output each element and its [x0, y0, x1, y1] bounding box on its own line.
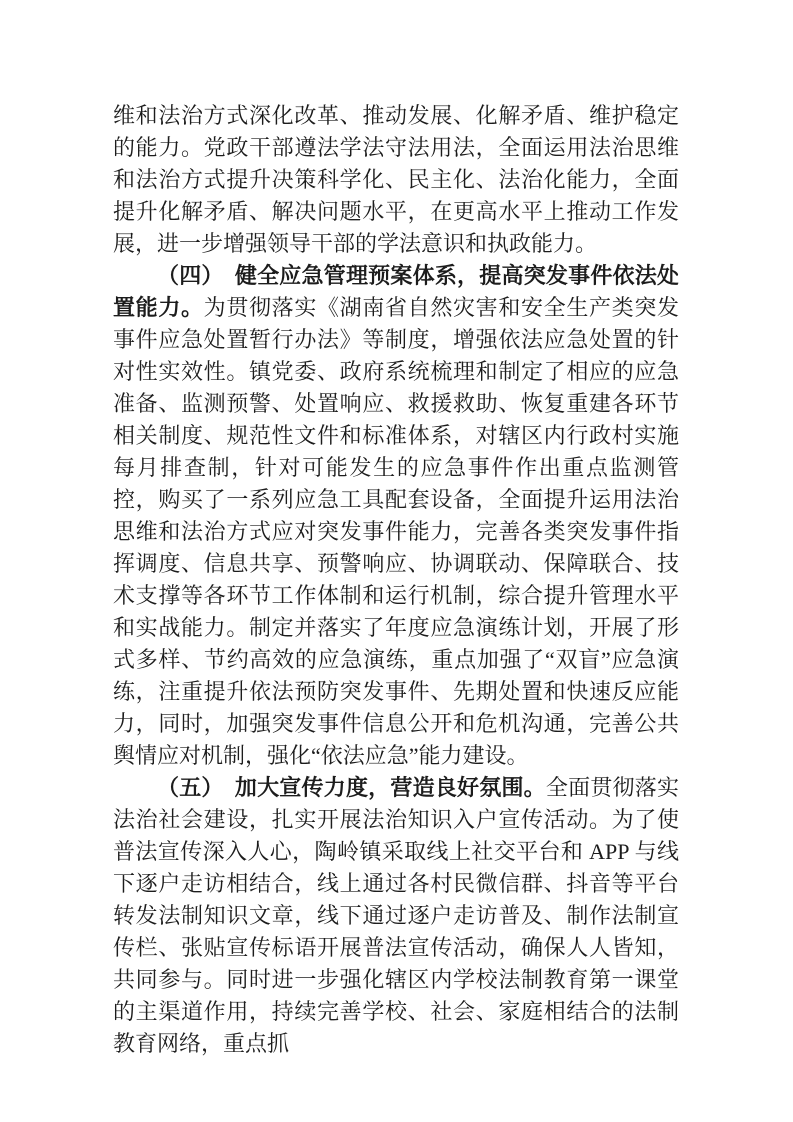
section-4-heading: （四） 健全应急管理预案体系，提高突发事件依法处置能力。 — [113, 263, 679, 320]
paragraph-continuation — [113, 100, 679, 260]
paragraph-section-4 — [113, 260, 679, 772]
section-5-heading: （五） 加大宣传力度，营造良好氛围。 — [157, 775, 546, 800]
paragraph-section-5 — [113, 772, 679, 1060]
section-5-body-text: 全面贯彻落实法治社会建设，扎实开展法治知识入户宣传活动。为了使普法宣传深入人心，陶岭镇采取线上社交平台和 APP 与线下逐户走访相结合，线上通过各村民微信群、抖音等平台转发法制知识文章，线下通过逐户走访普及、制作法制宣传栏、张贴宣传标语开展普法宣传活动，确保人人皆知，共同参与。同时进一步强化辖区内学校法制教育第一课堂的主渠道作用，持续完善学校、社会、家庭相结合的法制教育网络，重点抓 — [113, 775, 679, 1056]
continuation-body-text: 维和法治方式深化改革、推动发展、化解矛盾、维护稳定的能力。党政干部遵法学法守法用法，全面运用法治思维和法治方式提升决策科学化、民主化、法治化能力，全面提升化解矛盾、解决问题水平，在更高水平上推动工作发展，进一步增强领导干部的学法意识和执政能力。 — [113, 103, 679, 256]
section-4-body-text: 为贯彻落实《湖南省自然灾害和安全生产类突发事件应急处置暂行办法》等制度，增强依法应急处置的针对性实效性。镇党委、政府系统梳理和制定了相应的应急准备、监测预警、处置响应、救援救助、恢复重建各环节相关制度、规范性文件和标准体系，对辖区内行政村实施每月排查制，针对可能发生的应急事件作出重点监测管控，购买了一系列应急工具配套设备，全面提升运用法治思维和法治方式应对突发事件能力，完善各类突发事件指挥调度、信息共享、预警响应、协调联动、保障联合、技术支撑等各环节工作体制和运行机制，综合提升管理水平和实战能力。制定并落实了年度应急演练计划，开展了形式多样、节约高效的应急演练，重点加强了“双盲”应急演练，注重提升依法预防突发事件、先期处置和快速反应能力，同时，加强突发事件信息公开和危机沟通，完善公共舆情应对机制，强化“依法应急”能力建设。 — [113, 295, 679, 768]
document-text-block — [113, 100, 679, 1060]
